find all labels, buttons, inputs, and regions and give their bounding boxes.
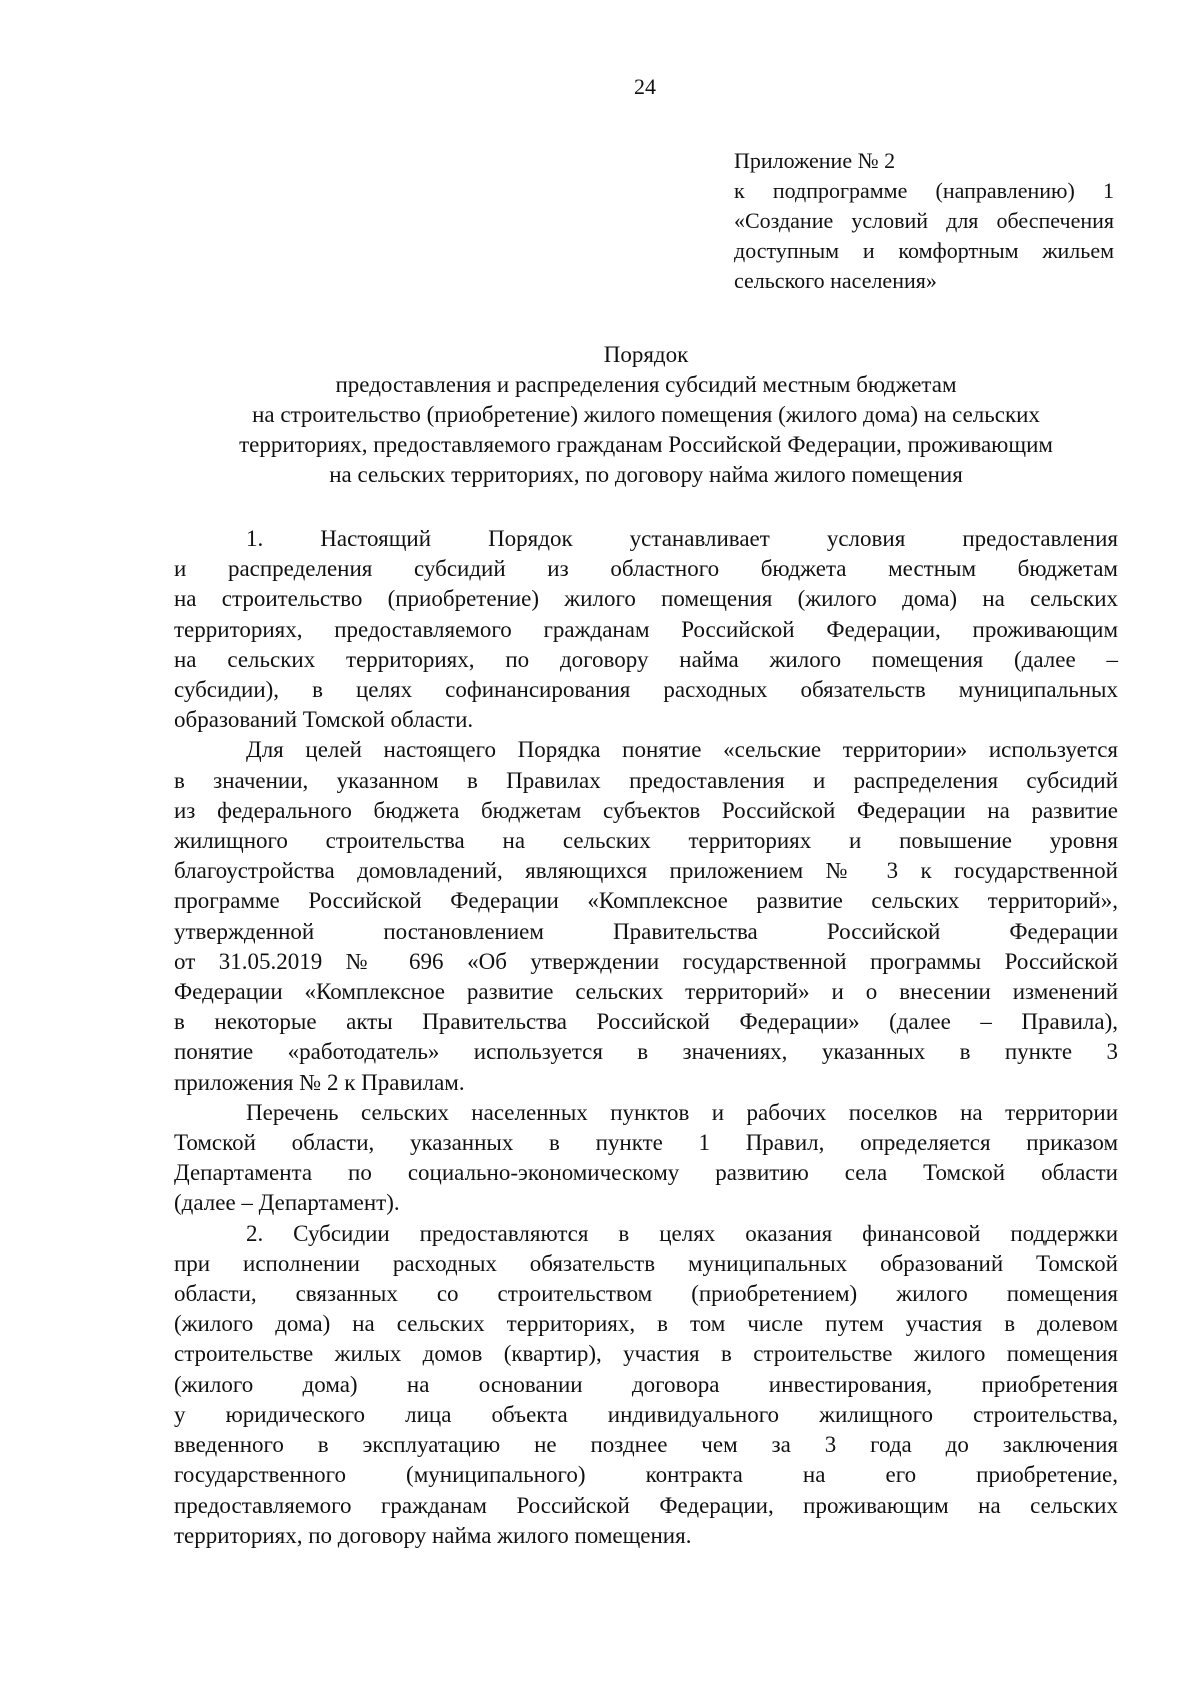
text-line: области, связанных со строительством (приобретением) жилого помещения	[174, 1281, 1118, 1307]
appendix-line: сельского населения»	[734, 268, 937, 293]
title-line: на сельских территориях, по договору найма жилого помещения	[329, 462, 963, 487]
text-line: предоставляемого гражданам Российской Федерации, проживающим на сельских	[174, 1492, 1118, 1518]
text-line: государственного (муниципального) контракта на его приобретение,	[174, 1462, 1118, 1488]
text-line: в значении, указанном в Правилах предоставления и распределения субсидий	[174, 767, 1118, 793]
text-line: и распределения субсидий из областного бюджета местным бюджетам	[174, 556, 1118, 582]
text-line: у юридического лица объекта индивидуального жилищного строительства,	[174, 1401, 1118, 1427]
document-body	[174, 524, 1118, 1551]
text-line: программе Российской Федерации «Комплексное развитие сельских территорий»,	[174, 888, 1118, 914]
text-line: территориях, предоставляемого гражданам Российской Федерации, проживающим	[174, 616, 1118, 642]
text-line: Для целей настоящего Порядка понятие «сельские территории» используется	[246, 737, 1118, 763]
appendix-line: «Создание условий для обеспечения	[734, 208, 1114, 233]
text-line: благоустройства домовладений, являющихся приложением № 3 к государственной	[174, 858, 1118, 884]
document-title	[174, 340, 1118, 490]
text-line: Перечень сельских населенных пунктов и рабочих поселков на территории	[246, 1099, 1118, 1125]
text-line: 1. Настоящий Порядок устанавливает условия предоставления	[246, 526, 1118, 551]
text-line: субсидии), в целях софинансирования расходных обязательств муниципальных	[174, 677, 1118, 703]
text-line: от 31.05.2019 № 696 «Об утверждении государственной программы Российской	[174, 948, 1118, 974]
appendix-block	[734, 146, 1114, 296]
text-line: приложения № 2 к Правилам.	[174, 1069, 465, 1095]
text-line: введенного в эксплуатацию не позднее чем за 3 года до заключения	[174, 1432, 1118, 1458]
text-line: на сельских территориях, по договору найма жилого помещения (далее –	[174, 646, 1118, 672]
page-number: 24	[634, 74, 656, 99]
appendix-line: доступным и комфортным жильем	[734, 238, 1114, 263]
title-line: территориях, предоставляемого гражданам Российской Федерации, проживающим	[239, 432, 1053, 457]
paragraph-2	[174, 735, 1118, 1097]
text-line: территориях, по договору найма жилого помещения.	[174, 1522, 692, 1548]
text-line: жилищного строительства на сельских территориях и повышение уровня	[174, 828, 1118, 854]
title-line: на строительство (приобретение) жилого помещения (жилого дома) на сельских	[252, 402, 1040, 427]
paragraph-3	[174, 1098, 1118, 1219]
text-line: из федерального бюджета бюджетам субъектов Российской Федерации на развитие	[174, 797, 1118, 823]
text-line: Федерации «Комплексное развитие сельских территорий» и о внесении изменений	[174, 979, 1118, 1005]
text-line: 2. Субсидии предоставляются в целях оказания финансовой поддержки	[246, 1220, 1118, 1246]
text-line: на строительство (приобретение) жилого помещения (жилого дома) на сельских	[174, 586, 1118, 612]
paragraph-1	[174, 524, 1118, 735]
paragraph-4	[174, 1219, 1118, 1551]
appendix-line: к подпрограмме (направлению) 1	[734, 178, 1114, 203]
text-line: при исполнении расходных обязательств муниципальных образований Томской	[174, 1250, 1118, 1276]
title-line: предоставления и распределения субсидий местным бюджетам	[335, 372, 957, 397]
text-line: (далее – Департамент).	[174, 1190, 400, 1216]
text-line: (жилого дома) на основании договора инвестирования, приобретения	[174, 1371, 1118, 1397]
text-line: Томской области, указанных в пункте 1 Правил, определяется приказом	[174, 1130, 1118, 1156]
text-line: (жилого дома) на сельских территориях, в том числе путем участия в долевом	[174, 1311, 1118, 1337]
text-line: в некоторые акты Правительства Российской Федерации» (далее – Правила),	[174, 1009, 1118, 1035]
text-line: утвержденной постановлением Правительства Российской Федерации	[174, 918, 1118, 944]
title-line: Порядок	[603, 342, 689, 367]
text-line: Департамента по социально-экономическому развитию села Томской области	[174, 1160, 1118, 1186]
text-line: понятие «работодатель» используется в значениях, указанных в пункте 3	[174, 1039, 1118, 1065]
text-line: строительстве жилых домов (квартир), участия в строительстве жилого помещения	[174, 1341, 1118, 1367]
text-line: образований Томской области.	[174, 707, 474, 733]
appendix-line: Приложение № 2	[734, 148, 896, 173]
